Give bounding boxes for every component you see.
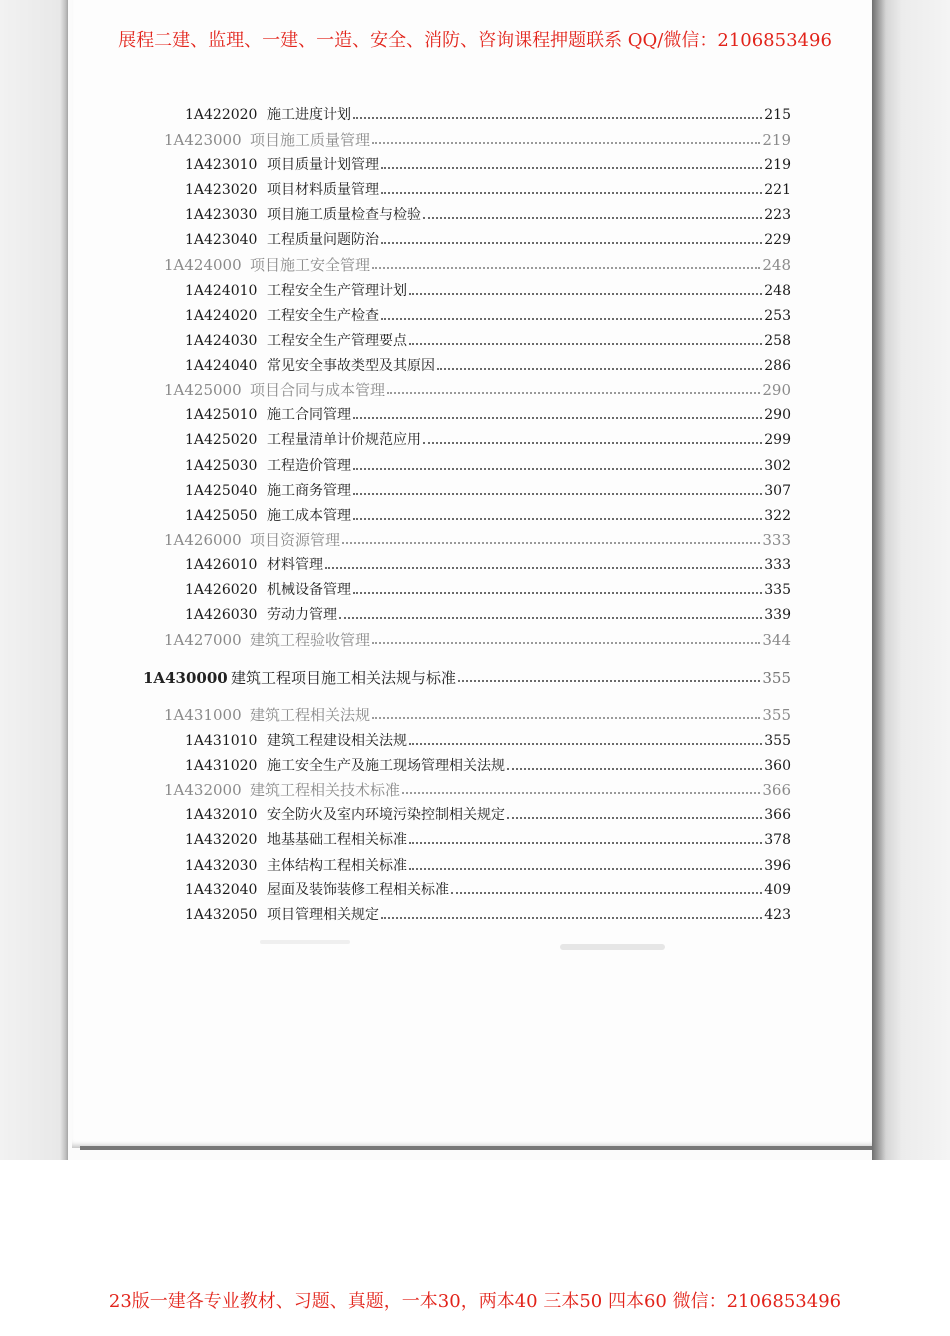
toc-entry[interactable]: [185, 555, 791, 575]
toc-title: 施工商务管理: [267, 483, 351, 499]
toc-page: 355: [762, 706, 791, 724]
toc-page: 409: [764, 882, 791, 898]
toc-title: 屋面及装饰装修工程相关标准: [267, 882, 449, 898]
toc-page: 322: [764, 508, 791, 524]
toc-leader: [372, 641, 760, 644]
toc-leader: [372, 141, 760, 144]
toc-leader: [423, 441, 762, 444]
toc-leader: [387, 391, 760, 394]
toc-leader: [381, 191, 762, 194]
toc-entry[interactable]: [185, 205, 791, 225]
toc-leader: [381, 317, 762, 320]
toc-page: 423: [764, 907, 791, 923]
toc-entry[interactable]: [164, 255, 791, 275]
toc-page: 290: [762, 381, 791, 399]
toc-code: 1A424040: [185, 358, 258, 374]
toc-leader: [381, 166, 762, 169]
toc-code: 1A426020: [185, 582, 258, 598]
toc-entry[interactable]: [185, 481, 791, 501]
toc-page: 355: [764, 733, 791, 749]
toc-code: 1A423020: [185, 182, 258, 198]
toc-entry[interactable]: [185, 580, 791, 600]
toc-title: 施工成本管理: [267, 508, 351, 524]
watermark-bottom: 23版一建各专业教材、习题、真题，一本30，两本40 三本50 四本60 微信：2106853496: [108, 1291, 842, 1312]
toc-code: 1A423030: [185, 207, 258, 223]
toc-page: 253: [764, 308, 791, 324]
toc-page: 366: [764, 807, 791, 823]
toc-title: 施工进度计划: [267, 107, 351, 123]
toc-code: 1A432030: [185, 858, 258, 874]
toc-code: 1A425030: [185, 458, 258, 474]
toc-title: 常见安全事故类型及其原因: [267, 358, 435, 374]
toc-page: 229: [764, 232, 791, 248]
toc-page: 302: [764, 458, 791, 474]
toc-page: 307: [764, 483, 791, 499]
toc-leader: [342, 541, 760, 544]
toc-leader: [325, 566, 762, 569]
toc-entry[interactable]: [185, 830, 791, 850]
toc-entry[interactable]: [185, 856, 791, 876]
toc-title: 施工合同管理: [267, 407, 351, 423]
toc-title: 工程安全生产管理计划: [267, 283, 407, 299]
toc-entry[interactable]: [185, 180, 791, 200]
toc-leader: [339, 616, 762, 619]
toc-entry[interactable]: [185, 405, 791, 425]
toc-code: 1A424030: [185, 333, 258, 349]
scan-smudge: [260, 940, 350, 944]
toc-page: 355: [762, 669, 791, 687]
toc-code: 1A426000: [164, 531, 242, 549]
toc-entry[interactable]: [185, 456, 791, 476]
toc-page: 366: [762, 781, 791, 799]
toc-title: 工程量清单计价规范应用: [267, 432, 421, 448]
toc-leader: [381, 241, 762, 244]
toc-title: 工程造价管理: [267, 458, 351, 474]
toc-code: 1A432000: [164, 781, 242, 799]
toc-leader: [451, 891, 762, 894]
toc-code: 1A431000: [164, 706, 242, 724]
toc-entry[interactable]: [185, 331, 791, 351]
toc-leader: [353, 517, 762, 520]
toc-title: 主体结构工程相关标准: [267, 858, 407, 874]
toc-page: 339: [764, 607, 791, 623]
toc-page: 333: [764, 557, 791, 573]
toc-page: 248: [764, 283, 791, 299]
toc-page: 215: [764, 107, 791, 123]
toc-page: 378: [764, 832, 791, 848]
toc-title: 工程质量问题防治: [267, 232, 379, 248]
toc-page: 223: [764, 207, 791, 223]
toc-title: 项目施工质量检查与检验: [267, 207, 421, 223]
toc-entry[interactable]: [185, 805, 791, 825]
toc-entry[interactable]: [185, 230, 791, 250]
toc-entry[interactable]: [185, 880, 791, 900]
toc-leader: [372, 266, 760, 269]
toc-page: 258: [764, 333, 791, 349]
toc-title: 建筑工程相关技术标准: [250, 781, 401, 799]
toc-code: 1A423000: [164, 131, 242, 149]
toc-title: 项目质量计划管理: [267, 157, 379, 173]
toc-leader: [381, 916, 762, 919]
toc-title: 工程安全生产管理要点: [267, 333, 407, 349]
toc-leader: [423, 216, 762, 219]
toc-title: 安全防火及室内环境污染控制相关规定: [267, 807, 505, 823]
toc-entry-chapter[interactable]: [143, 668, 791, 688]
toc-page: 219: [762, 131, 791, 149]
toc-page: 248: [762, 256, 791, 274]
toc-title: 地基基础工程相关标准: [267, 832, 407, 848]
toc-leader: [409, 742, 762, 745]
toc-title: 项目施工质量管理: [250, 131, 371, 149]
toc-title: 项目资源管理: [250, 531, 341, 549]
toc-code: 1A423010: [185, 157, 258, 173]
toc-leader: [458, 679, 760, 682]
toc-code: 1A425050: [185, 508, 258, 524]
toc-page: 335: [764, 582, 791, 598]
toc-code: 1A431020: [185, 758, 258, 774]
toc-title: 工程安全生产检查: [267, 308, 379, 324]
toc-entry[interactable]: [185, 506, 791, 526]
toc-page: 290: [764, 407, 791, 423]
toc-leader: [353, 492, 762, 495]
toc-title: 建筑工程验收管理: [250, 631, 371, 649]
toc-title: 机械设备管理: [267, 582, 351, 598]
toc-title: 材料管理: [267, 557, 323, 573]
toc-entry[interactable]: [164, 630, 791, 650]
toc-entry[interactable]: [185, 756, 791, 776]
toc-entry[interactable]: [185, 155, 791, 175]
toc-entry[interactable]: [164, 130, 791, 150]
toc-page: 333: [762, 531, 791, 549]
toc-code: 1A425010: [185, 407, 258, 423]
toc-entry[interactable]: [185, 905, 791, 925]
toc-code: 1A425000: [164, 381, 242, 399]
toc-code: 1A424020: [185, 308, 258, 324]
toc-entry[interactable]: [164, 530, 791, 550]
toc-entry[interactable]: [185, 306, 791, 326]
toc-entry[interactable]: [164, 380, 791, 400]
toc-page: 344: [762, 631, 791, 649]
toc-title: 项目管理相关规定: [267, 907, 379, 923]
toc-leader: [507, 816, 762, 819]
toc-leader: [409, 292, 762, 295]
toc-code: 1A432010: [185, 807, 258, 823]
toc-leader: [402, 791, 760, 794]
toc-code: 1A426010: [185, 557, 258, 573]
toc-entry[interactable]: [185, 356, 791, 376]
toc-code: 1A423040: [185, 232, 258, 248]
toc-leader: [353, 467, 762, 470]
toc-page: 219: [764, 157, 791, 173]
toc-code: 1A424000: [164, 256, 242, 274]
toc-code: 1A422020: [185, 107, 258, 123]
toc-title: 项目合同与成本管理: [250, 381, 386, 399]
toc-title: 劳动力管理: [267, 607, 337, 623]
toc-leader: [353, 416, 762, 419]
scan-smudge: [560, 944, 665, 950]
toc-entry[interactable]: [185, 731, 791, 751]
toc-title: 施工安全生产及施工现场管理相关法规: [267, 758, 505, 774]
toc-code: 1A427000: [164, 631, 242, 649]
toc-page: 396: [764, 858, 791, 874]
toc-code: 1A425040: [185, 483, 258, 499]
toc-code: 1A432040: [185, 882, 258, 898]
toc-code: 1A426030: [185, 607, 258, 623]
toc-page: 221: [764, 182, 791, 198]
toc-leader: [353, 116, 762, 119]
toc-leader: [409, 867, 762, 870]
toc-code: 1A425020: [185, 432, 258, 448]
toc-entry[interactable]: [185, 605, 791, 625]
watermark-top: 展程二建、监理、一建、一造、安全、消防、咨询课程押题联系 QQ/微信：2106853496: [118, 30, 832, 51]
toc-title: 项目施工安全管理: [250, 256, 371, 274]
toc-page: 286: [764, 358, 791, 374]
toc-code: 1A432020: [185, 832, 258, 848]
toc-leader: [372, 716, 760, 719]
toc-code: 1A424010: [185, 283, 258, 299]
toc-page: 299: [764, 432, 791, 448]
toc-code: 1A431010: [185, 733, 258, 749]
toc-leader: [409, 841, 762, 844]
toc-leader: [353, 591, 762, 594]
toc-entry[interactable]: [185, 430, 791, 450]
toc-code: 1A432050: [185, 907, 258, 923]
toc-entry[interactable]: [164, 705, 791, 725]
toc-title: 建筑工程建设相关法规: [267, 733, 407, 749]
toc-entry[interactable]: [185, 281, 791, 301]
toc-leader: [409, 342, 762, 345]
toc-leader: [507, 767, 762, 770]
toc-title: 建筑工程相关法规: [250, 706, 371, 724]
toc-title: 项目材料质量管理: [267, 182, 379, 198]
page-bottom-edge: [80, 1146, 872, 1150]
toc-page: 360: [764, 758, 791, 774]
toc-entry[interactable]: [164, 780, 791, 800]
toc-leader: [437, 367, 762, 370]
toc-code: 1A430000: [143, 669, 228, 687]
toc-entry[interactable]: [185, 105, 791, 125]
toc-title: 建筑工程项目施工相关法规与标准: [231, 669, 457, 687]
